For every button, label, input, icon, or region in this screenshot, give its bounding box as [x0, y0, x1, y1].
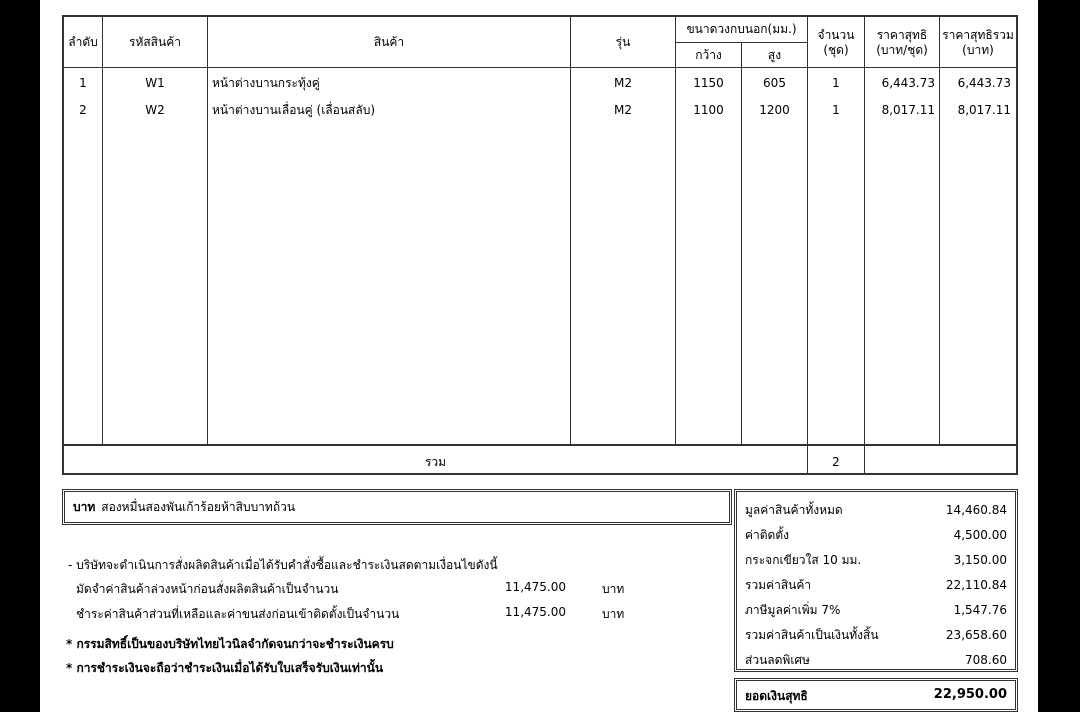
header-unit-price-line2: (บาท/ชุด) — [876, 42, 928, 57]
product-table — [62, 15, 1018, 475]
header-product: สินค้า — [373, 35, 405, 49]
summary-label-glass: กระจกเขียวใส 10 มม. — [745, 553, 862, 567]
header-no: ลำดับ — [68, 35, 98, 49]
summary-value-subtotal: 22,110.84 — [945, 578, 1007, 592]
quotation-sheet — [40, 0, 1038, 712]
summary-label-vat: ภาษีมูลค่าเพิ่ม 7% — [745, 603, 841, 617]
summary-value-grand-total: 23,658.60 — [945, 628, 1007, 642]
summary-value-goods: 14,460.84 — [945, 503, 1007, 517]
total-label: รวม — [424, 455, 447, 469]
note-payment: * การชำระเงินจะถือว่าชำระเงินเมื่อได้รับใบเสร็จรับเงินเท่านั้น — [66, 661, 384, 675]
summary-label-install: ค่าติดตั้ง — [745, 528, 790, 542]
row-product: หน้าต่างบานกระทุ้งคู่ — [212, 76, 320, 90]
summary-label-subtotal: รวมค่าสินค้า — [745, 578, 812, 592]
amount-words-prefix: บาท — [73, 499, 96, 514]
row-no: 1 — [79, 76, 87, 90]
row-product: หน้าต่างบานเลื่อนคู่ (เลื่อนสลับ) — [212, 103, 376, 117]
row-qty: 1 — [832, 103, 840, 117]
table-row — [64, 100, 1016, 120]
header-qty-line1: จำนวน — [817, 27, 855, 42]
total-qty: 2 — [832, 455, 840, 469]
row-width: 1100 — [693, 103, 724, 117]
terms-intro: - บริษัทจะดำเนินการสั่งผลิตสินค้าเมื่อได้รับคำสั่งซื้อและชำระเงินสดตามเงื่อนไขดังนี้ — [68, 558, 498, 572]
net-total-box — [734, 678, 1018, 712]
net-total-value: 22,950.00 — [933, 687, 1007, 702]
row-code: W1 — [145, 76, 165, 90]
net-total-label: ยอดเงินสุทธิ — [745, 689, 808, 703]
amount-words-text: สองหมื่นสองพันเก้าร้อยห้าสิบบาทถ้วน — [101, 499, 296, 514]
row-model: M2 — [614, 103, 632, 117]
header-size-group: ขนาดวงกบนอก(มม.) — [686, 22, 797, 36]
header-height: สูง — [767, 47, 782, 62]
summary-label-discount: ส่วนลดพิเศษ — [745, 653, 810, 667]
note-ownership: * กรรมสิทธิ์เป็นของบริษัทไทยไวนิลจำกัดจนกว่าจะชำระเงินครบ — [66, 637, 394, 651]
header-unit-price-line1: ราคาสุทธิ — [876, 27, 928, 42]
header-total-price-line2: (บาท) — [962, 42, 994, 57]
summary-label-goods: มูลค่าสินค้าทั้งหมด — [745, 503, 843, 517]
row-total: 8,017.11 — [957, 103, 1011, 117]
term-balance-label: ชำระค่าสินค้าส่วนที่เหลือและค่าขนส่งก่อนเข้าติดตั้งเป็นจำนวน — [76, 607, 400, 621]
term-deposit-unit: บาท — [602, 582, 625, 596]
row-total: 6,443.73 — [957, 76, 1011, 90]
row-unit-price: 8,017.11 — [881, 103, 935, 117]
summary-label-grand-total: รวมค่าสินค้าเป็นเงินทั้งสิ้น — [745, 628, 879, 642]
header-model: รุ่น — [615, 35, 631, 49]
summary-box — [734, 489, 1018, 672]
header-total-price — [940, 17, 1016, 68]
header-unit-price — [865, 17, 939, 68]
row-height: 1200 — [759, 103, 790, 117]
row-no: 2 — [79, 103, 87, 117]
term-deposit-label: มัดจำค่าสินค้าล่วงหน้าก่อนสั่งผลิตสินค้าเป็นจำนวน — [76, 582, 339, 596]
header-code: รหัสสินค้า — [129, 35, 181, 49]
summary-value-vat: 1,547.76 — [953, 603, 1007, 617]
row-code: W2 — [145, 103, 165, 117]
amount-in-words-box — [62, 489, 732, 525]
row-qty: 1 — [832, 76, 840, 90]
header-qty-line2: (ชุด) — [823, 42, 849, 57]
row-height: 605 — [763, 76, 786, 90]
term-balance-amount: 11,475.00 — [504, 605, 566, 619]
header-qty — [808, 17, 864, 68]
row-unit-price: 6,443.73 — [881, 76, 935, 90]
summary-value-install: 4,500.00 — [953, 528, 1007, 542]
header-width: กว้าง — [695, 47, 722, 62]
summary-value-discount: 708.60 — [965, 653, 1007, 667]
summary-value-glass: 3,150.00 — [953, 553, 1007, 567]
header-total-price-line1: ราคาสุทธิรวม — [942, 27, 1014, 42]
table-total-row — [64, 452, 1016, 472]
term-deposit-amount: 11,475.00 — [504, 580, 566, 594]
term-balance-unit: บาท — [602, 607, 625, 621]
table-row — [64, 73, 1016, 93]
row-width: 1150 — [693, 76, 724, 90]
row-model: M2 — [614, 76, 632, 90]
